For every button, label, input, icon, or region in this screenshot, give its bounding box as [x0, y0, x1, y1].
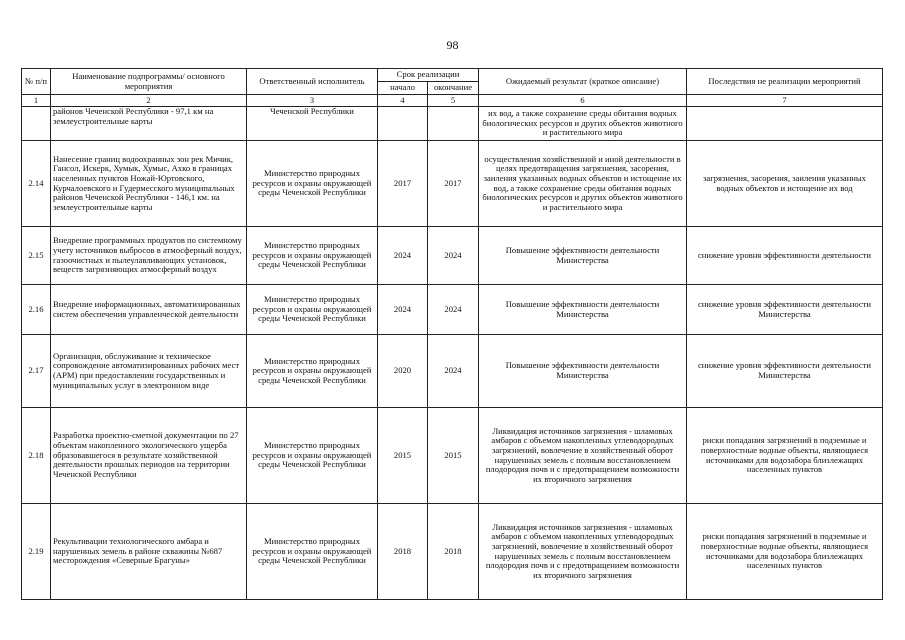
row-consequences: риски попадания загрязнений в подземные и поверхностные водные объекты, являющиеся источниками для водозабора близлежащих населенных пунктов: [687, 408, 883, 504]
measures-table: [21, 68, 883, 600]
row-executor: Министерство природных ресурсов и охраны окружающей среды Чеченской Республики: [247, 335, 378, 408]
row-name: Организация, обслуживание и техническое сопровождение автоматизированных рабочих мест (АРМ) при предоставлении государственных и муниципальных услуг в электронном виде: [51, 335, 247, 408]
row-start: 2015: [378, 408, 428, 504]
header-start: начало: [378, 82, 428, 95]
row-result: Ликвидация источников загрязнения - шламовых амбаров с объемом накопленных углеводородных загрязнений, вовлечение в хозяйственный оборот нарушенных земель с полным восстановлением плодородия почв и с предотвращением возможности их вторичного загрязнения: [479, 504, 687, 600]
row-end: 2024: [428, 335, 479, 408]
row-start: 2024: [378, 285, 428, 335]
page-number: 98: [446, 38, 459, 52]
row-end: 2018: [428, 504, 479, 600]
header-consequences: Последствия не реализации мероприятий: [687, 69, 883, 95]
row-name: районов Чеченской Республики - 97,1 км на землеустроительные карты: [51, 107, 247, 141]
table-row: [22, 504, 883, 600]
row-result: Ликвидация источников загрязнения - шламовых амбаров с объемом накопленных углеводородных загрязнений, вовлечение в хозяйственный оборот нарушенных земель с полным восстановлением плодородия почв и с предотвращением возможности их вторичного загрязнения: [479, 408, 687, 504]
table-row: [22, 141, 883, 227]
row-executor: Министерство природных ресурсов и охраны окружающей среды Чеченской Республики: [247, 504, 378, 600]
column-number: 5: [428, 95, 479, 107]
row-end: 2024: [428, 285, 479, 335]
row-executor: Министерство природных ресурсов и охраны окружающей среды Чеченской Республики: [247, 141, 378, 227]
header-executor: Ответственный исполнитель: [247, 69, 378, 95]
row-end: 2017: [428, 141, 479, 227]
row-number: 2.14: [22, 141, 51, 227]
column-number: 4: [378, 95, 428, 107]
row-end: [428, 107, 479, 141]
row-name: Рекультивации технологического амбара и нарушенных земель в районе скважины №687 месторождения «Северные Брагуны»: [51, 504, 247, 600]
row-result: осуществления хозяйственной и иной деятельности в целях предотвращения загрязнения, засорения, заиления указанных водных объектов и истощение их вод, а также сохранение среды обитания водных биологических ресурсов и других объектов животного и растительного мира: [479, 141, 687, 227]
column-number: 3: [247, 95, 378, 107]
row-name: Внедрение информационных, автоматизированных систем обеспечения управленческой деятельности: [51, 285, 247, 335]
table-row: [22, 227, 883, 285]
row-consequences: загрязнения, засорения, заиления указанных водных объектов и истощение их вод: [687, 141, 883, 227]
row-result: их вод, а также сохранение среды обитания водных биологических ресурсов и других объектов животного и растительного мира: [479, 107, 687, 141]
row-start: 2017: [378, 141, 428, 227]
row-consequences: риски попадания загрязнений в подземные и поверхностные водные объекты, являющиеся источниками для водозабора близлежащих населенных пунктов: [687, 504, 883, 600]
row-number: 2.15: [22, 227, 51, 285]
column-number: 2: [51, 95, 247, 107]
row-result: Повышение эффективности деятельности Министерства: [479, 285, 687, 335]
row-consequences: снижение уровня эффективности деятельности Министерства: [687, 285, 883, 335]
row-start: [378, 107, 428, 141]
header-name: Наименование подпрограммы/ основного мероприятия: [51, 69, 247, 95]
row-end: 2015: [428, 408, 479, 504]
row-result: Повышение эффективности деятельности Министерства: [479, 335, 687, 408]
column-number: 6: [479, 95, 687, 107]
row-result: Повышение эффективности деятельности Министерства: [479, 227, 687, 285]
column-number: 7: [687, 95, 883, 107]
header-no: № п/п: [22, 69, 51, 95]
row-start: 2020: [378, 335, 428, 408]
row-executor: Министерство природных ресурсов и охраны окружающей среды Чеченской Республики: [247, 408, 378, 504]
column-number-row: [22, 95, 883, 107]
table-row: [22, 408, 883, 504]
row-executor: Чеченской Республики: [247, 107, 378, 141]
row-name: Внедрение программных продуктов по системному учету источников выбросов в атмосферный воздух, газоочистных и пылеулавливающих установок, веществ загрязняющих атмосферный воздух: [51, 227, 247, 285]
row-number: 2.16: [22, 285, 51, 335]
row-end: 2024: [428, 227, 479, 285]
row-start: 2024: [378, 227, 428, 285]
header-end: окончание: [428, 82, 479, 95]
row-start: 2018: [378, 504, 428, 600]
table-row: [22, 285, 883, 335]
row-number: 2.17: [22, 335, 51, 408]
row-consequences: [687, 107, 883, 141]
header-result: Ожидаемый результат (краткое описание): [479, 69, 687, 95]
row-consequences: снижение уровня эффективности деятельности: [687, 227, 883, 285]
row-number: 2.19: [22, 504, 51, 600]
row-executor: Министерство природных ресурсов и охраны окружающей среды Чеченской Республики: [247, 285, 378, 335]
row-consequences: снижение уровня эффективности деятельности Министерства: [687, 335, 883, 408]
table-row: [22, 335, 883, 408]
row-name: Нанесение границ водоохранных зон рек Мичик, Гансол, Искерк, Хумык, Хумыс, Ахко в границах населенных пунктов Ножай-Юртовского, Курчалоевского и Гудермесского муниципальных районов Чеченской Республики - 146,1 км. на землеустроительные карты: [51, 141, 247, 227]
row-number: [22, 107, 51, 141]
row-executor: Министерство природных ресурсов и охраны окружающей среды Чеченской Республики: [247, 227, 378, 285]
row-name: Разработка проектно-сметной документации по 27 объектам накопленного экологического ущерба образовавшегося в результате хозяйственной деятельности прошлых периодов на территории Чеченской Республики: [51, 408, 247, 504]
row-number: 2.18: [22, 408, 51, 504]
header-term: Срок реализации: [378, 69, 479, 82]
table-row: [22, 107, 883, 141]
column-number: 1: [22, 95, 51, 107]
